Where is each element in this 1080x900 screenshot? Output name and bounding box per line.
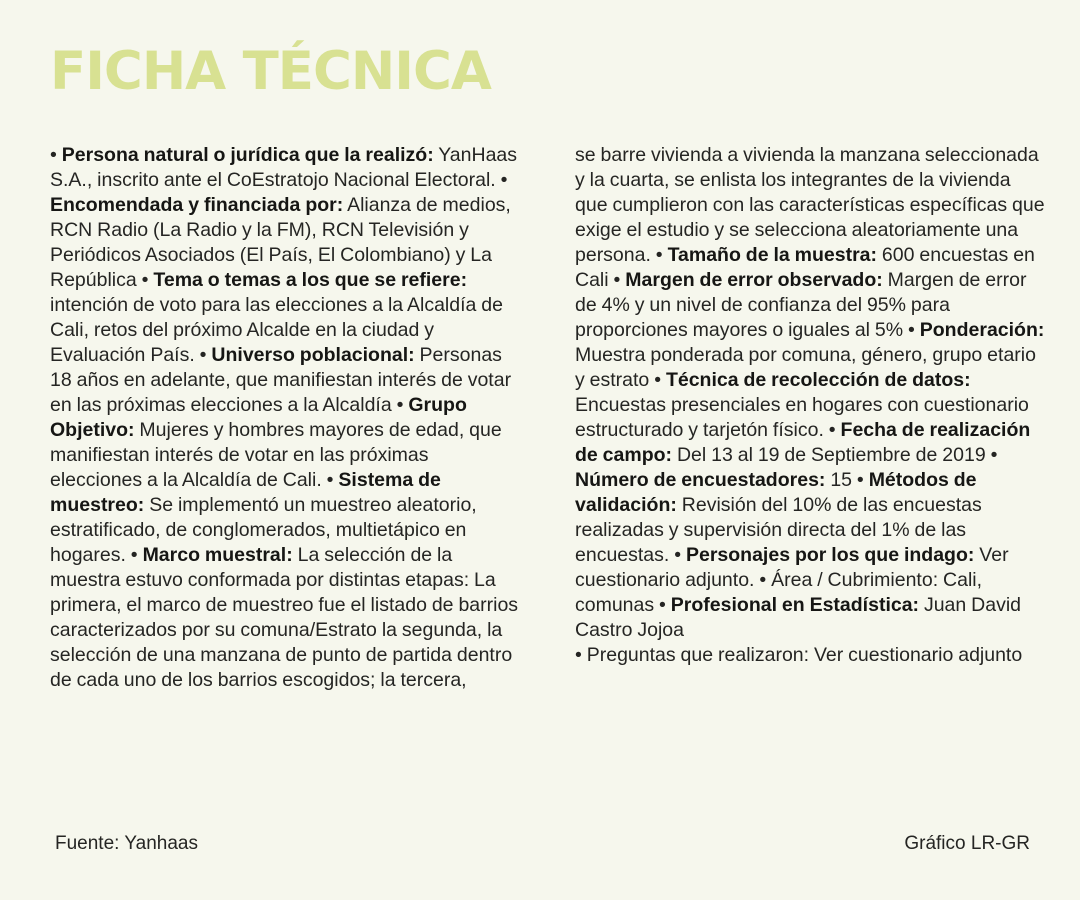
field-text-tema: intención de voto para las elecciones a la Alcaldía de Cali, retos del próximo Alcalde en la ciudad y Evaluación País. • [50,294,503,366]
field-label-sistema: Sistema de muestreo: [50,469,441,516]
field-text-marco-cont: se barre vivienda a vivienda la manzana seleccionada y la cuarta, se enlista los integrantes de la vivienda que cumplieron con las características específicas que exige el estudio y se selecciona aleatoriamente una persona. • [575,144,1045,266]
field-label-autor: Persona natural o jurídica que la realizó: [61,144,434,166]
field-label-personajes: Personajes por los que indago: [685,544,975,566]
field-text-preguntas: • Preguntas que realizaron: Ver cuestionario adjunto [575,644,1023,666]
field-label-fecha: Fecha de realización de campo: [575,419,1031,466]
field-label-validacion: Métodos de validación: [575,469,977,516]
field-label-tema: Tema o temas a los que se refiere: [153,269,468,291]
field-text-sistema: Se implementó un muestreo aleatorio, estratificado, de conglomerados, multietápico en hogares. • [50,494,477,566]
field-label-tecnica: Técnica de recolección de datos: [665,369,971,391]
field-text-marco: La selección de la muestra estuvo conformada por distintas etapas: La primera, el marco de muestreo fue el listado de barrios caracterizados por su comuna/Estrato la segunda, la selección de una manzana de punto de partida dentro de cada uno de los barrios escogidos; la tercera, [50,544,519,691]
field-label-encomendada: Encomendada y financiada por: [50,194,344,216]
field-text-encuestadores: 15 • [825,469,869,491]
right-column [575,143,1045,668]
field-label-universo: Universo poblacional: [211,344,415,366]
field-text-fecha: Del 13 al 19 de Septiembre de 2019 • [672,444,998,466]
field-label-ponderacion: Ponderación: [919,319,1045,341]
field-text-encomendada: Alianza de medios, RCN Radio (La Radio y la FM), RCN Televisión y Periódicos Asociados (El País, El Colombiano) y La República • [50,194,511,291]
left-paragraph: • Persona natural o jurídica que la realizó: YanHaas S.A., inscrito ante el CoEstratojo Nacional Electoral. • Encomendada y financiada por: Alianza de medios, RCN Radio (La Radio y la FM), RCN Televisión y Periódicos Asociados (El País, El Colombiano) y La República • Tema o temas a los que se refiere: intención de voto para las elecciones a la Alcaldía de Cali, retos del próximo Alcalde en la ciudad y Evaluación País. • Universo poblacional: Personas 18 años en adelante, que manifiestan interés de votar en las próximas elecciones a la Alcaldía • Grupo Objetivo: Mujeres y hombres mayores de edad, que manifiestan interés de votar en las próximas elecciones a la Alcaldía de Cali. • Sistema de muestreo: Se implementó un muestreo aleatorio, estratificado, de conglomerados, multietápico en hogares. • Marco muestral: La selección de la muestra estuvo conformada por distintas etapas: La primera, el marco de muestreo fue el listado de barrios caracterizados por su comuna/Estrato la segunda, la selección de una manzana de punto de partida dentro de cada uno de los barrios escogidos; la tercera, [50,144,519,691]
field-text-profesional: Juan David Castro Jojoa [575,594,1022,641]
field-label-margen: Margen de error observado: [625,269,883,291]
field-label-tamano: Tamaño de la muestra: [667,244,878,266]
field-text-ponderacion: Muestra ponderada por comuna, género, grupo etario y estrato • [575,344,1036,391]
field-text-validacion: Revisión del 10% de las encuestas realizadas y supervisión directa del 1% de las encuestas. • [575,494,982,566]
field-label-profesional: Profesional en Estadística: [670,594,920,616]
right-paragraph [575,143,1045,643]
left-column [50,143,520,693]
field-text-autor: YanHaas S.A., inscrito ante el CoEstratojo Nacional Electoral. • [50,144,518,191]
field-text-universo: Personas 18 años en adelante, que manifiestan interés de votar en las próximas elecciones a la Alcaldía • [50,344,512,416]
field-text-grupo: Mujeres y hombres mayores de edad, que manifiestan interés de votar en las próximas elecciones a la Alcaldía de Cali. • [50,419,502,491]
field-text-personajes: Ver cuestionario adjunto. • Área / Cubrimiento: Cali, comunas • [575,544,1009,616]
field-label-grupo: Grupo Objetivo: [50,394,467,441]
field-label-encuestadores: Número de encuestadores: [575,469,826,491]
field-text-margen: Margen de error de 4% y un nivel de confianza del 95% para proporciones mayores o iguales al 5% • [575,269,1027,341]
graphic-credit: Gráfico LR-GR [904,833,1030,854]
source-note: Fuente: Yanhaas [55,833,198,854]
field-label-marco: Marco muestral: [142,544,293,566]
field-text-tecnica: Encuestas presenciales en hogares con cuestionario estructurado y tarjetón físico. • [575,394,1029,441]
field-text-tamano: 600 encuestas en Cali • [575,244,1035,291]
page-title: FICHA TÉCNICA [50,41,491,102]
